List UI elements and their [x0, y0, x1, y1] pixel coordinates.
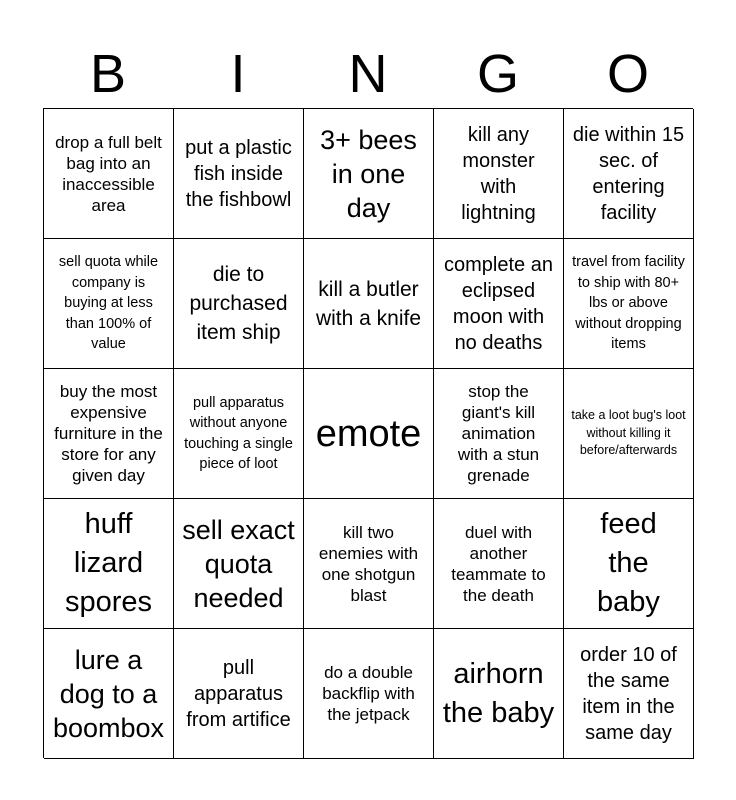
bingo-cell-text: kill two enemies with one shotgun blast [318, 522, 419, 605]
bingo-cell-2-4[interactable] [434, 239, 564, 369]
bingo-cell-text: stop the giant's kill animation with a stun grenade [457, 382, 540, 485]
bingo-cell-text: order 10 of the same item in the same day [580, 643, 677, 744]
bingo-cell-text: drop a full belt bag into an inaccessible area [55, 132, 162, 215]
bingo-cell-4-5[interactable] [564, 499, 694, 629]
bingo-card-grid [43, 108, 693, 758]
bingo-cell-text: take a loot bug's loot without killing it before/afterwards [571, 408, 686, 458]
bingo-cell-4-3[interactable] [304, 499, 434, 629]
bingo-cell-2-5[interactable] [564, 239, 694, 369]
bingo-cell-5-2[interactable] [174, 629, 304, 759]
bingo-cell-text: die to purchased item ship [189, 263, 288, 344]
bingo-cell-text: complete an eclipsed moon with no deaths [444, 253, 553, 354]
bingo-cell-text: kill a butler with a knife [315, 277, 422, 330]
bingo-cell-5-1[interactable] [44, 629, 174, 759]
bingo-cell-4-4[interactable] [434, 499, 564, 629]
bingo-cell-1-1[interactable] [44, 109, 174, 239]
header-letter-o: O [606, 44, 649, 104]
bingo-cell-text: lure a dog to a boombox [52, 644, 165, 743]
header-letter-g: G [476, 44, 519, 104]
bingo-cell-3-4[interactable] [434, 369, 564, 499]
bingo-cell-text: put a plastic fish inside the fishbowl [185, 136, 292, 211]
bingo-cell-5-5[interactable] [564, 629, 694, 759]
bingo-cell-4-1[interactable] [44, 499, 174, 629]
bingo-cell-3-2[interactable] [174, 369, 304, 499]
bingo-cell-text: pull apparatus without anyone touching a single piece of loot [184, 394, 293, 472]
bingo-cell-3-3[interactable] [304, 369, 434, 499]
bingo-cell-3-5[interactable] [564, 369, 694, 499]
bingo-cell-2-3[interactable] [304, 239, 434, 369]
header-letter-i: I [230, 44, 246, 104]
header-letter-n: N [348, 44, 388, 104]
bingo-cell-2-2[interactable] [174, 239, 304, 369]
bingo-cell-text: pull apparatus from artifice [186, 656, 291, 731]
bingo-header [43, 40, 693, 108]
bingo-cell-5-3[interactable] [304, 629, 434, 759]
bingo-cell-2-1[interactable] [44, 239, 174, 369]
bingo-cell-text: airhorn the baby [442, 657, 555, 729]
bingo-cell-3-1[interactable] [44, 369, 174, 499]
bingo-cell-1-4[interactable] [434, 109, 564, 239]
bingo-cell-text: sell quota while company is buying at less than 100% of value [58, 254, 159, 353]
bingo-cell-5-4[interactable] [434, 629, 564, 759]
bingo-cell-1-5[interactable] [564, 109, 694, 239]
bingo-cell-text: travel from facility to ship with 80+ lbs or above without dropping items [572, 254, 685, 353]
bingo-cell-1-2[interactable] [174, 109, 304, 239]
bingo-cell-text: feed the baby [597, 508, 660, 618]
bingo-cell-text: duel with another teammate to the death [451, 522, 546, 605]
bingo-cell-text: huff lizard spores [64, 508, 153, 618]
header-letter-b: B [89, 44, 127, 104]
bingo-cell-text: do a double backflip with the jetpack [322, 663, 415, 724]
bingo-cell-text: kill any monster with lightning [461, 123, 536, 224]
bingo-cell-4-2[interactable] [174, 499, 304, 629]
bingo-cell-text: buy the most expensive furniture in the store for any given day [54, 382, 163, 485]
bingo-cell-text: 3+ bees in one day [320, 124, 417, 223]
bingo-cell-text: sell exact quota needed [182, 514, 295, 613]
bingo-cell-text: emote [315, 412, 422, 455]
bingo-cell-text: die within 15 sec. of entering facility [572, 123, 685, 224]
bingo-cell-1-3[interactable] [304, 109, 434, 239]
